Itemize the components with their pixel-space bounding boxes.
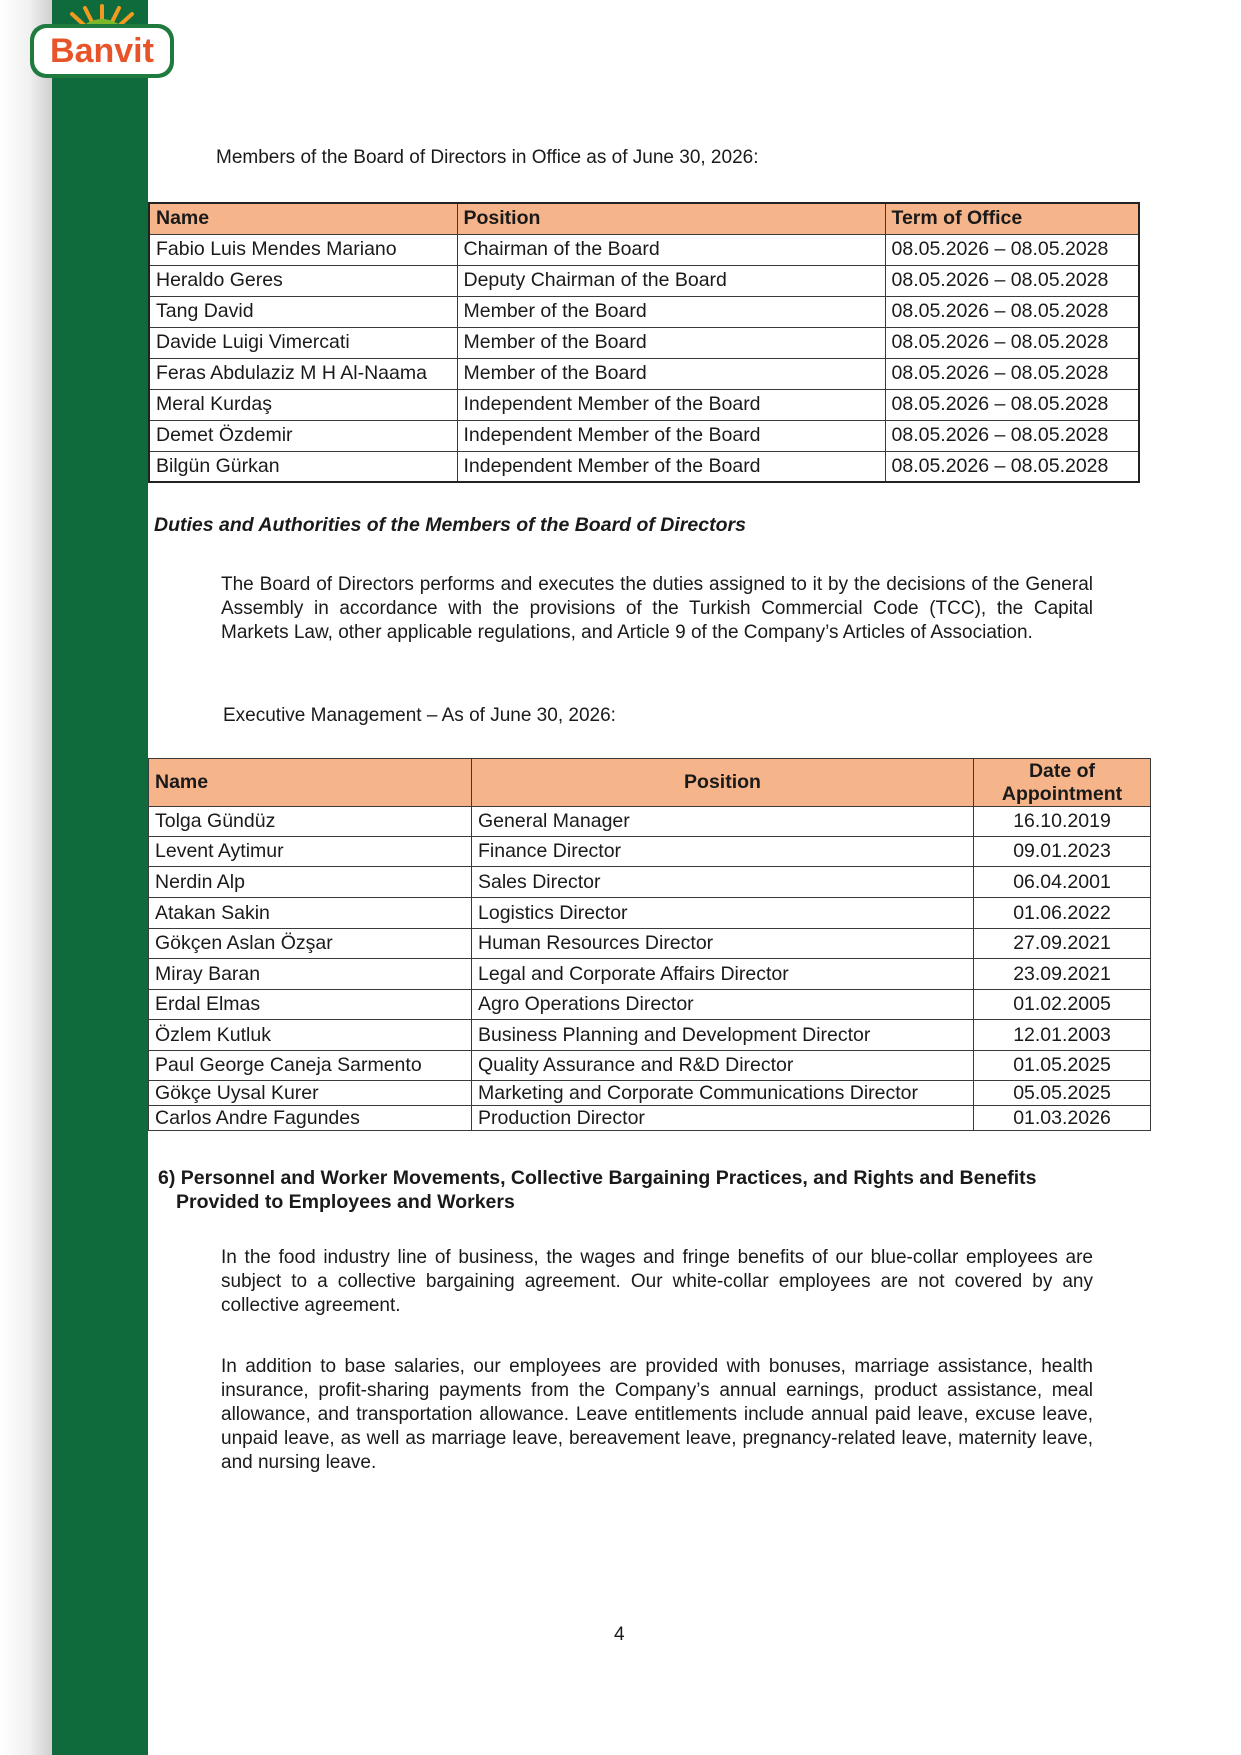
board-name-cell: Heraldo Geres (149, 265, 457, 296)
exec-name-cell: Paul George Caneja Sarmento (149, 1051, 472, 1081)
logo-wordmark: Banvit (50, 32, 154, 70)
board-position-cell: Member of the Board (457, 358, 885, 389)
section6-paragraph1: In the food industry line of business, the wages and fringe benefits of our blue-collar employees are subject to a collective bargaining agreement. Our white-collar employees are not covered by any collective agreement. (221, 1247, 1093, 1316)
banvit-logo (22, 0, 182, 92)
table-row (149, 420, 1139, 451)
executive-table (148, 758, 1151, 1131)
exec-name-cell: Miray Baran (149, 959, 472, 990)
page-number: 4 (614, 1624, 625, 1645)
exec-date-cell: 12.01.2003 (974, 1020, 1151, 1051)
board-term-cell: 08.05.2026 – 08.05.2028 (885, 234, 1139, 265)
exec-date-cell: 16.10.2019 (974, 807, 1151, 837)
board-position-cell: Chairman of the Board (457, 234, 885, 265)
exec-date-cell: 01.03.2026 (974, 1106, 1151, 1131)
duties-paragraph: The Board of Directors performs and executes the duties assigned to it by the decisions of the General Assembly in accordance with the provisions of the Turkish Commercial Code (TCC), the Capital Markets Law, other applicable regulations, and Article 9 of the Company’s Articles of Association. (221, 574, 1093, 643)
duties-heading: Duties and Authorities of the Members of the Board of Directors (154, 514, 746, 536)
exec-date-cell: 01.06.2022 (974, 898, 1151, 929)
table-row (149, 959, 1151, 990)
board-term-cell: 08.05.2026 – 08.05.2028 (885, 451, 1139, 482)
board-name-cell: Feras Abdulaziz M H Al-Naama (149, 358, 457, 389)
table-row (149, 1081, 1151, 1106)
table-row (149, 1051, 1151, 1081)
exec-name-cell: Atakan Sakin (149, 898, 472, 929)
exec-date-cell: 23.09.2021 (974, 959, 1151, 990)
board-name-cell: Tang David (149, 296, 457, 327)
section6-paragraph2: In addition to base salaries, our employees are provided with bonuses, marriage assistance, health insurance, profit-sharing payments from the Company’s annual earnings, product assistance, meal allowance, and transportation allowance. Leave entitlements include annual paid leave, excuse leave, unpaid leave, as well as marriage leave, bereavement leave, pregnancy-related leave, maternity leave, and nursing leave. (221, 1356, 1093, 1473)
exec-date-cell: 01.02.2005 (974, 990, 1151, 1020)
exec-position-cell: Production Director (472, 1106, 974, 1131)
table-row (149, 451, 1139, 482)
board-term-cell: 08.05.2026 – 08.05.2028 (885, 327, 1139, 358)
exec-name-cell: Levent Aytimur (149, 837, 472, 867)
board-term-cell: 08.05.2026 – 08.05.2028 (885, 358, 1139, 389)
board-intro: Members of the Board of Directors in Office as of June 30, 2026: (216, 147, 759, 168)
table-row (149, 234, 1139, 265)
table-row (149, 1106, 1151, 1131)
board-position-cell: Deputy Chairman of the Board (457, 265, 885, 296)
exec-position-cell: Human Resources Director (472, 929, 974, 959)
col-term-header: Term of Office (885, 203, 1139, 234)
table-row (149, 265, 1139, 296)
exec-position-cell: Quality Assurance and R&D Director (472, 1051, 974, 1081)
exec-date-cell: 01.05.2025 (974, 1051, 1151, 1081)
table-row (149, 837, 1151, 867)
board-position-cell: Member of the Board (457, 296, 885, 327)
exec-name-cell: Nerdin Alp (149, 867, 472, 898)
board-name-cell: Demet Özdemir (149, 420, 457, 451)
date-header-line1: Date of (1028, 759, 1096, 782)
board-position-cell: Independent Member of the Board (457, 451, 885, 482)
table-row (149, 296, 1139, 327)
table-row (149, 867, 1151, 898)
exec-position-cell: Logistics Director (472, 898, 974, 929)
table-row (149, 1020, 1151, 1051)
table-row (149, 898, 1151, 929)
exec-date-cell: 05.05.2025 (974, 1081, 1151, 1106)
table-row (149, 389, 1139, 420)
col-name-header: Name (149, 203, 457, 234)
board-position-cell: Independent Member of the Board (457, 420, 885, 451)
exec-position-cell: General Manager (472, 807, 974, 837)
exec-position-cell: Finance Director (472, 837, 974, 867)
table-row (149, 807, 1151, 837)
executive-header-row (149, 759, 1151, 807)
board-term-cell: 08.05.2026 – 08.05.2028 (885, 265, 1139, 296)
section6-heading-line2: Provided to Employees and Workers (176, 1191, 515, 1213)
exec-date-cell: 06.04.2001 (974, 867, 1151, 898)
exec-name-cell: Gökçe Uysal Kurer (149, 1081, 472, 1106)
col-position-header: Position (457, 203, 885, 234)
col-date-header (974, 759, 1151, 807)
board-name-cell: Meral Kurdaş (149, 389, 457, 420)
section6-heading-line1: 6) Personnel and Worker Movements, Collective Bargaining Practices, and Rights and Benefits (158, 1167, 1037, 1189)
exec-position-cell: Legal and Corporate Affairs Director (472, 959, 974, 990)
exec-position-cell: Sales Director (472, 867, 974, 898)
exec-position-cell: Business Planning and Development Director (472, 1020, 974, 1051)
section6-heading (158, 1166, 1036, 1214)
exec-name-cell: Carlos Andre Fagundes (149, 1106, 472, 1131)
board-header-row (149, 203, 1139, 234)
exec-name-cell: Tolga Gündüz (149, 807, 472, 837)
exec-date-cell: 09.01.2023 (974, 837, 1151, 867)
table-row (149, 327, 1139, 358)
board-name-cell: Bilgün Gürkan (149, 451, 457, 482)
exec-position-cell: Agro Operations Director (472, 990, 974, 1020)
exec-name-cell: Gökçen Aslan Özşar (149, 929, 472, 959)
board-name-cell: Davide Luigi Vimercati (149, 327, 457, 358)
table-row (149, 358, 1139, 389)
board-term-cell: 08.05.2026 – 08.05.2028 (885, 389, 1139, 420)
board-table (148, 202, 1140, 483)
page-shadow (0, 0, 52, 1755)
exec-position-cell: Marketing and Corporate Communications Director (472, 1081, 974, 1106)
exec-name-cell: Özlem Kutluk (149, 1020, 472, 1051)
date-header-line2: Appointment (1001, 782, 1123, 805)
board-name-cell: Fabio Luis Mendes Mariano (149, 234, 457, 265)
col-name-header: Name (149, 759, 472, 807)
board-position-cell: Independent Member of the Board (457, 389, 885, 420)
executive-intro: Executive Management – As of June 30, 2026: (223, 705, 616, 726)
col-position-header: Position (472, 759, 974, 807)
board-term-cell: 08.05.2026 – 08.05.2028 (885, 296, 1139, 327)
board-position-cell: Member of the Board (457, 327, 885, 358)
exec-name-cell: Erdal Elmas (149, 990, 472, 1020)
table-row (149, 929, 1151, 959)
board-term-cell: 08.05.2026 – 08.05.2028 (885, 420, 1139, 451)
green-side-band (52, 0, 148, 1755)
exec-date-cell: 27.09.2021 (974, 929, 1151, 959)
table-row (149, 990, 1151, 1020)
